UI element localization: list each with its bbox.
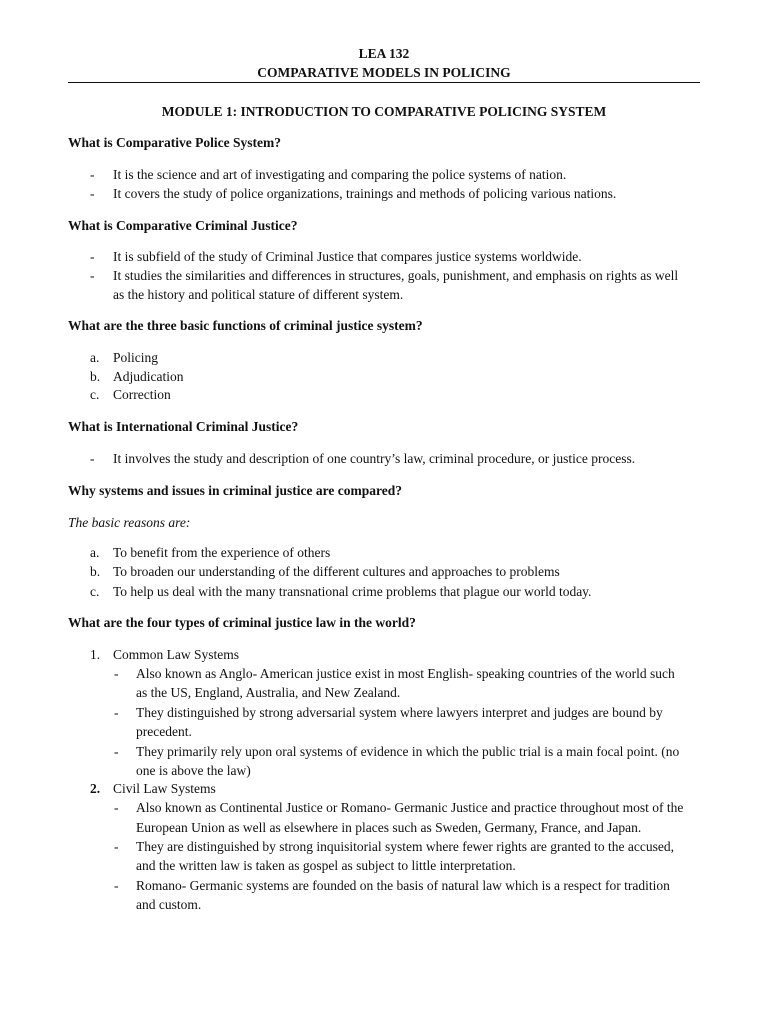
- list-marker: c.: [90, 387, 100, 402]
- list-item: Policing: [113, 350, 159, 365]
- bullet-text: It involves the study and description of one country’s law, criminal procedure, or justice process.: [113, 451, 636, 466]
- bullet-marker: -: [90, 249, 95, 264]
- sub-bullet-text-continued: as the US, England, Australia, and New Zealand.: [136, 685, 401, 700]
- section-question: What is International Criminal Justice?: [68, 419, 299, 434]
- sub-bullet-text: They primarily rely upon oral systems of evidence in which the public trial is a main focal point. (no: [136, 744, 680, 759]
- sub-bullet-text-continued: precedent.: [136, 724, 192, 739]
- sub-bullet-text-continued: and custom.: [136, 897, 202, 912]
- sub-bullet-text: They are distinguished by strong inquisitorial system where fewer rights are granted to the accused,: [136, 839, 674, 854]
- list-marker: c.: [90, 584, 100, 599]
- list-item: To broaden our understanding of the different cultures and approaches to problems: [113, 564, 560, 579]
- bullet-marker: -: [90, 268, 95, 283]
- sub-bullet-text: Also known as Anglo- American justice exist in most English- speaking countries of the world such: [136, 666, 675, 681]
- bullet-text-continued: as the history and political stature of different system.: [113, 287, 404, 302]
- sub-bullet-marker: -: [114, 744, 119, 759]
- bullet-text: It studies the similarities and differences in structures, goals, punishment, and emphasis on rights as well: [113, 268, 679, 283]
- system-marker: 2.: [90, 781, 101, 796]
- bullet-marker: -: [90, 451, 95, 466]
- section-question: Why systems and issues in criminal justice are compared?: [68, 483, 402, 498]
- system-name: Common Law Systems: [113, 647, 240, 662]
- list-item: To benefit from the experience of others: [113, 545, 331, 560]
- list-marker: a.: [90, 350, 100, 365]
- course-title: COMPARATIVE MODELS IN POLICING: [257, 65, 511, 80]
- list-item: Adjudication: [113, 369, 184, 384]
- bullet-marker: -: [90, 167, 95, 182]
- section-question: What is Comparative Criminal Justice?: [68, 218, 298, 233]
- sub-bullet-marker: -: [114, 800, 119, 815]
- sub-bullet-marker: -: [114, 839, 119, 854]
- list-marker: b.: [90, 564, 101, 579]
- section-question: What are the three basic functions of criminal justice system?: [68, 318, 423, 333]
- bullet-text: It covers the study of police organizations, trainings and methods of policing various nations.: [113, 186, 617, 201]
- list-marker: a.: [90, 545, 100, 560]
- list-item: Correction: [113, 387, 171, 402]
- sub-bullet-marker: -: [114, 705, 119, 720]
- bullet-text: It is subfield of the study of Criminal Justice that compares justice systems worldwide.: [113, 249, 582, 264]
- list-marker: b.: [90, 369, 101, 384]
- sub-bullet-text: They distinguished by strong adversarial system where lawyers interpret and judges are bound by: [136, 705, 663, 720]
- course-code: LEA 132: [358, 46, 410, 61]
- sub-bullet-text-continued: European Union as well as elsewhere in places such as Sweden, Germany, France, and Japan.: [136, 820, 642, 835]
- section-intro: The basic reasons are:: [68, 515, 191, 530]
- section-question: What are the four types of criminal justice law in the world?: [68, 615, 416, 630]
- sub-bullet-text: Romano- Germanic systems are founded on the basis of natural law which is a respect for tradition: [136, 878, 670, 893]
- sub-bullet-text-continued: and the written law is taken as gospel as subject to little interpretation.: [136, 858, 516, 873]
- section-question: What is Comparative Police System?: [68, 135, 281, 150]
- sub-bullet-marker: -: [114, 878, 119, 893]
- list-item: To help us deal with the many transnational crime problems that plague our world today.: [113, 584, 592, 599]
- system-name: Civil Law Systems: [113, 781, 216, 796]
- sub-bullet-marker: -: [114, 666, 119, 681]
- header-divider: [68, 82, 700, 83]
- bullet-text: It is the science and art of investigating and comparing the police systems of nation.: [113, 167, 567, 182]
- module-title: MODULE 1: INTRODUCTION TO COMPARATIVE POLICING SYSTEM: [161, 104, 607, 119]
- sub-bullet-text: Also known as Continental Justice or Romano- Germanic Justice and practice throughout most of the: [136, 800, 684, 815]
- system-marker: 1.: [90, 647, 101, 662]
- bullet-marker: -: [90, 186, 95, 201]
- sub-bullet-text-continued: one is above the law): [136, 763, 251, 778]
